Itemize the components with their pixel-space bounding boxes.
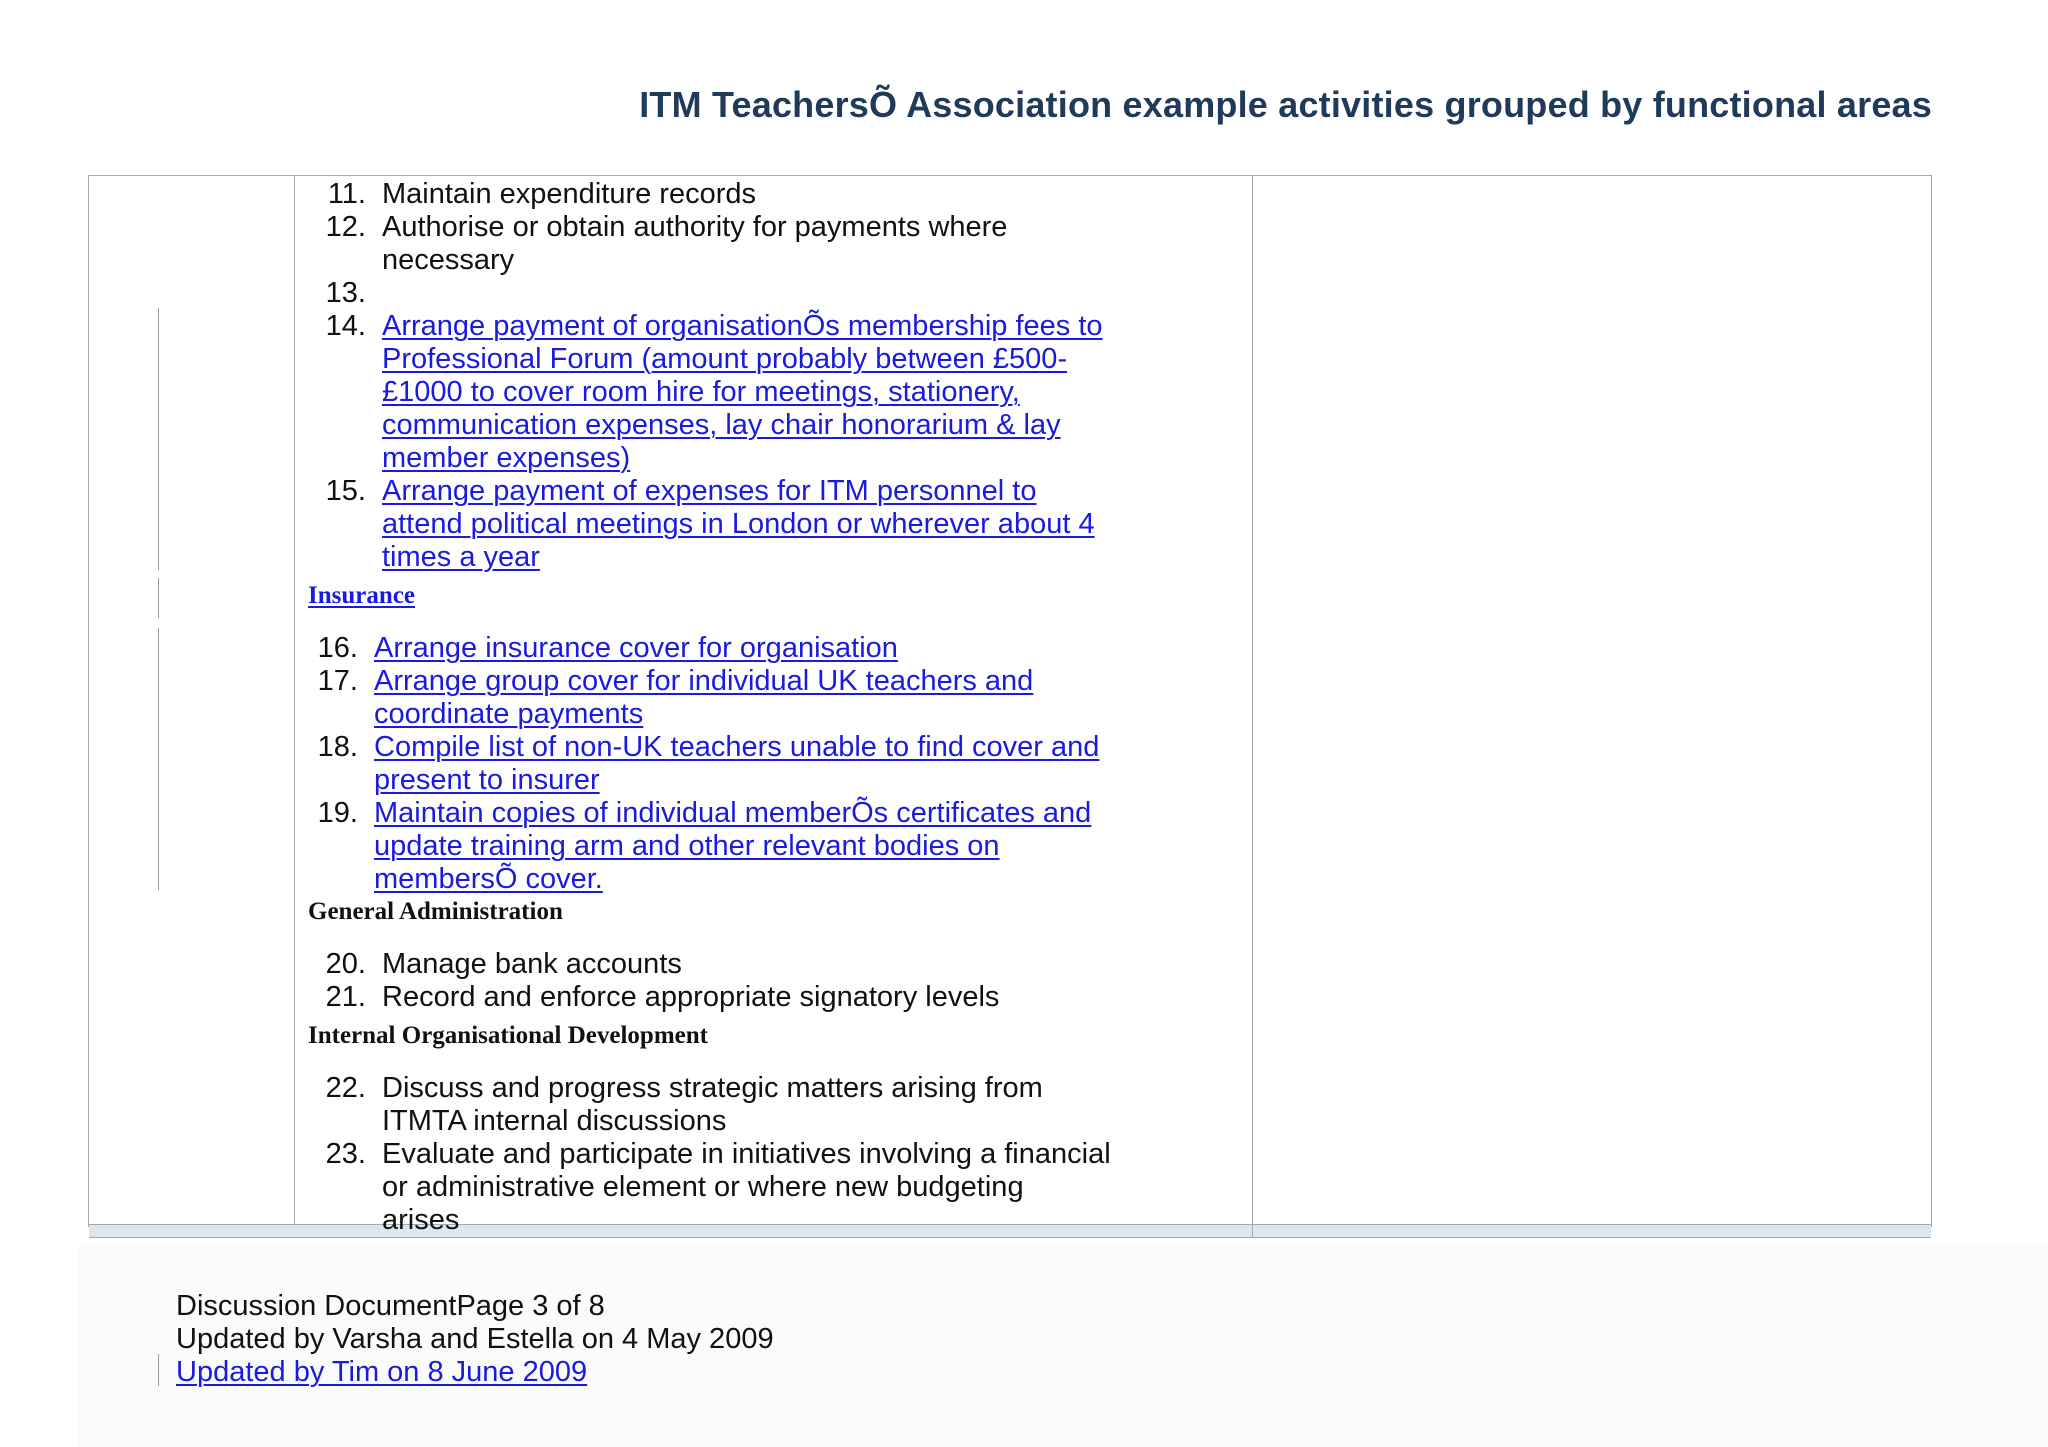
table-band-divider [1252,1224,1253,1237]
change-bar [158,628,159,890]
item-number: 13. [325,277,366,309]
item-text-inserted: Maintain copies of individual memberÕs certificates and [374,797,1092,829]
item-text-inserted: present to insurer [374,764,600,796]
page-title: ITM TeachersÕ Association example activities grouped by functional areas [639,84,1932,125]
item-number: 21. [325,981,366,1013]
item-number: 14. [325,310,366,342]
item-number: 23. [325,1138,366,1170]
table-column-divider [1252,175,1253,1227]
item-text-inserted: communication expenses, lay chair honorarium & lay [382,409,1061,441]
item-number: 12. [325,211,366,243]
item-text: Evaluate and participate in initiatives involving a financial [382,1138,1111,1170]
item-text: Manage bank accounts [382,948,682,980]
item-number: 11. [327,178,366,210]
item-text: arises [382,1204,460,1236]
item-text: Maintain expenditure records [382,178,756,210]
item-text-inserted: Arrange group cover for individual UK teachers and [374,665,1034,697]
item-number: 20. [325,948,366,980]
change-bar [158,578,159,618]
item-text-inserted: Arrange payment of organisationÕs membership fees to [382,310,1103,342]
change-bar [158,308,159,570]
item-text-inserted: times a year [382,541,540,573]
item-text-inserted: £1000 to cover room hire for meetings, stationery, [382,376,1020,408]
item-text: Record and enforce appropriate signatory levels [382,981,1000,1013]
section-heading-general-administration: General Administration [308,898,563,925]
footer-update-note-inserted: Updated by Tim on 8 June 2009 [176,1356,588,1388]
item-text-inserted: update training arm and other relevant bodies on [374,830,1000,862]
footer-page-info: Discussion DocumentPage 3 of 8 [176,1290,605,1322]
item-text: necessary [382,244,515,276]
item-text-inserted: Professional Forum (amount probably between £500- [382,343,1068,375]
item-number: 17. [317,665,358,697]
item-text: ITMTA internal discussions [382,1105,727,1137]
item-number: 22. [325,1072,366,1104]
item-text-inserted: Compile list of non-UK teachers unable to find cover and [374,731,1100,763]
table-column-divider [294,175,295,1227]
item-text-inserted: Arrange payment of expenses for ITM personnel to [382,475,1037,507]
change-bar [158,1354,159,1386]
item-number: 19. [317,797,358,829]
item-text-inserted: Arrange insurance cover for organisation [374,632,898,664]
table-bottom-band [89,1224,1931,1238]
section-heading-insurance: Insurance [308,582,415,609]
item-number: 15. [325,475,366,507]
item-number: 16. [317,632,358,664]
item-text: Discuss and progress strategic matters arising from [382,1072,1043,1104]
item-text-inserted: membersÕ cover. [374,863,603,895]
item-text-inserted: member expenses) [382,442,631,474]
item-text-inserted: attend political meetings in London or wherever about 4 [382,508,1095,540]
section-heading-internal-development: Internal Organisational Development [308,1022,708,1049]
item-text: or administrative element or where new budgeting [382,1171,1024,1203]
item-text: Authorise or obtain authority for payments where [382,211,1008,243]
item-number: 18. [317,731,358,763]
footer-update-note: Updated by Varsha and Estella on 4 May 2009 [176,1323,774,1355]
item-text-inserted: coordinate payments [374,698,644,730]
